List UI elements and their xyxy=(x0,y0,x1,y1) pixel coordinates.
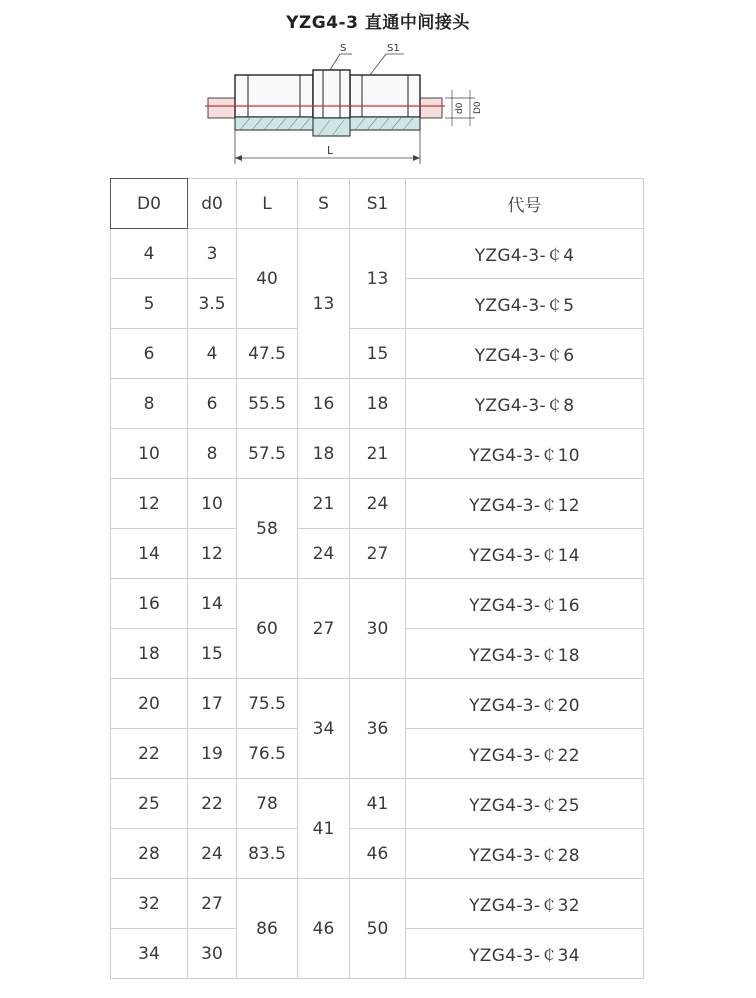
cell-S: 24 xyxy=(298,529,350,579)
cell-S1: 27 xyxy=(350,529,406,579)
cell-S: 46 xyxy=(298,879,350,979)
page-title: YZG4-3 直通中间接头 xyxy=(286,13,470,33)
cell-L: 78 xyxy=(237,779,298,829)
cell-S: 41 xyxy=(298,779,350,879)
cell-D0: 20 xyxy=(111,679,188,729)
cell-code: YZG4-3-￠20 xyxy=(406,679,644,729)
cell-D0: 18 xyxy=(111,629,188,679)
cell-code: YZG4-3-￠5 xyxy=(406,279,644,329)
cell-d0: 4 xyxy=(188,329,237,379)
header-code: 代号 xyxy=(406,179,644,229)
cell-S1: 36 xyxy=(350,679,406,779)
table-row xyxy=(111,879,644,929)
cell-code: YZG4-3-￠32 xyxy=(406,879,644,929)
cell-L: 57.5 xyxy=(237,429,298,479)
cell-d0: 12 xyxy=(188,529,237,579)
cell-S1: 24 xyxy=(350,479,406,529)
cell-D0: 4 xyxy=(111,229,188,279)
table-row xyxy=(111,229,644,279)
cell-D0: 14 xyxy=(111,529,188,579)
cell-S1: 18 xyxy=(350,379,406,429)
cell-code: YZG4-3-￠6 xyxy=(406,329,644,379)
table-row xyxy=(111,679,644,729)
cell-d0: 3.5 xyxy=(188,279,237,329)
cell-D0: 32 xyxy=(111,879,188,929)
cell-code: YZG4-3-￠14 xyxy=(406,529,644,579)
cell-d0: 24 xyxy=(188,829,237,879)
table-row xyxy=(111,479,644,529)
table-row xyxy=(111,779,644,829)
cell-L: 76.5 xyxy=(237,729,298,779)
cell-d0: 8 xyxy=(188,429,237,479)
cell-D0: 12 xyxy=(111,479,188,529)
cell-D0: 8 xyxy=(111,379,188,429)
cell-L: 86 xyxy=(237,879,298,979)
cell-L: 75.5 xyxy=(237,679,298,729)
cell-d0: 10 xyxy=(188,479,237,529)
table-row xyxy=(111,829,644,879)
table-header-row xyxy=(111,179,644,229)
cell-D0: 34 xyxy=(111,929,188,979)
cell-S: 27 xyxy=(298,579,350,679)
cell-S1: 50 xyxy=(350,879,406,979)
cell-D0: 6 xyxy=(111,329,188,379)
table-row xyxy=(111,529,644,579)
cell-code: YZG4-3-￠34 xyxy=(406,929,644,979)
table-row xyxy=(111,379,644,429)
cell-code: YZG4-3-￠16 xyxy=(406,579,644,629)
header-D0: D0 xyxy=(111,179,188,229)
header-S1: S1 xyxy=(350,179,406,229)
cell-code: YZG4-3-￠12 xyxy=(406,479,644,529)
header-S: S xyxy=(298,179,350,229)
cell-code: YZG4-3-￠22 xyxy=(406,729,644,779)
table-row xyxy=(111,329,644,379)
label-l: L xyxy=(327,144,334,157)
header-d0: d0 xyxy=(188,179,237,229)
cell-D0: 22 xyxy=(111,729,188,779)
cell-S: 18 xyxy=(298,429,350,479)
cell-S1: 30 xyxy=(350,579,406,679)
table-row xyxy=(111,429,644,479)
cell-code: YZG4-3-￠25 xyxy=(406,779,644,829)
cell-S1: 41 xyxy=(350,779,406,829)
cell-d0: 15 xyxy=(188,629,237,679)
fitting-drawing xyxy=(190,40,500,170)
cell-d0: 6 xyxy=(188,379,237,429)
cell-d0: 19 xyxy=(188,729,237,779)
cell-d0: 27 xyxy=(188,879,237,929)
cell-code: YZG4-3-￠10 xyxy=(406,429,644,479)
cell-S1: 13 xyxy=(350,229,406,329)
cell-code: YZG4-3-￠28 xyxy=(406,829,644,879)
spec-table xyxy=(110,178,644,979)
cell-S: 13 xyxy=(298,229,350,379)
cell-L: 83.5 xyxy=(237,829,298,879)
label-s: S xyxy=(340,43,347,54)
cell-L: 47.5 xyxy=(237,329,298,379)
cell-code: YZG4-3-￠4 xyxy=(406,229,644,279)
cell-d0: 30 xyxy=(188,929,237,979)
cell-L: 55.5 xyxy=(237,379,298,429)
cell-L: 40 xyxy=(237,229,298,329)
table-row xyxy=(111,579,644,629)
label-s1: S1 xyxy=(387,43,400,54)
cell-D0: 5 xyxy=(111,279,188,329)
cell-S1: 21 xyxy=(350,429,406,479)
cell-D0: 25 xyxy=(111,779,188,829)
cell-S1: 46 xyxy=(350,829,406,879)
header-L: L xyxy=(237,179,298,229)
cell-d0: 14 xyxy=(188,579,237,629)
label-D0-dim: D0 xyxy=(473,101,483,114)
cell-S: 21 xyxy=(298,479,350,529)
cell-L: 58 xyxy=(237,479,298,579)
cell-D0: 16 xyxy=(111,579,188,629)
label-d0: d0 xyxy=(455,102,465,114)
cell-S1: 15 xyxy=(350,329,406,379)
cell-S: 16 xyxy=(298,379,350,429)
cell-S: 34 xyxy=(298,679,350,779)
cell-code: YZG4-3-￠18 xyxy=(406,629,644,679)
cell-d0: 17 xyxy=(188,679,237,729)
cell-d0: 22 xyxy=(188,779,237,829)
cell-D0: 10 xyxy=(111,429,188,479)
cell-D0: 28 xyxy=(111,829,188,879)
cell-L: 60 xyxy=(237,579,298,679)
cell-d0: 3 xyxy=(188,229,237,279)
cell-code: YZG4-3-￠8 xyxy=(406,379,644,429)
